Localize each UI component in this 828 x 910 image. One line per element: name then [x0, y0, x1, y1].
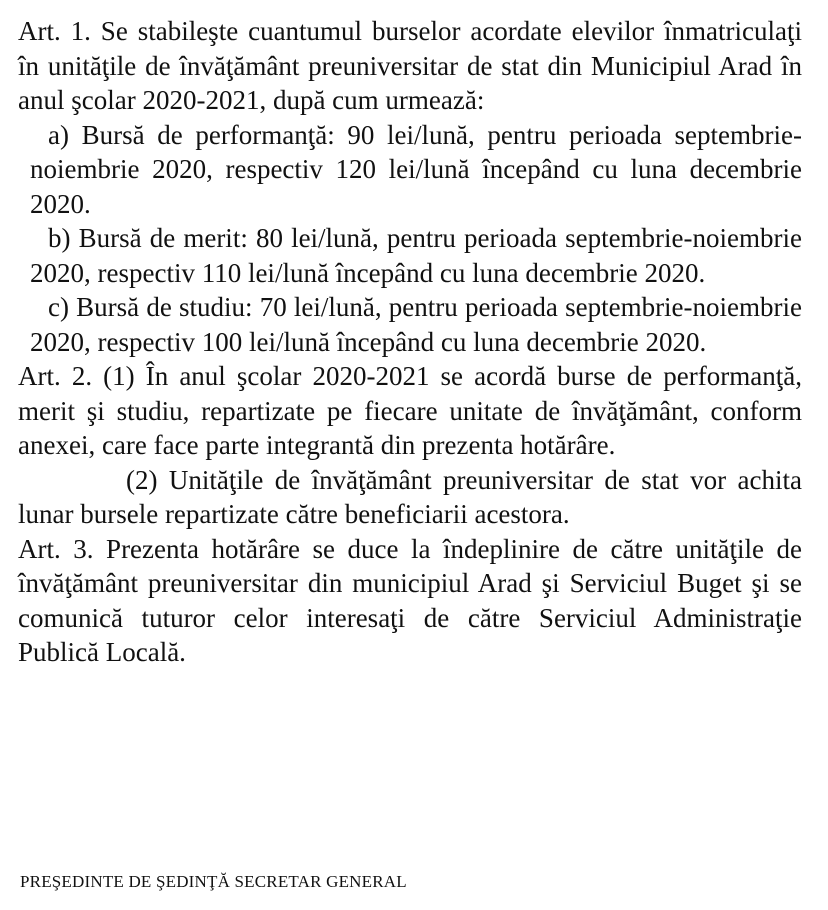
article-1-item-b: b) Bursă de merit: 80 lei/lună, pentru perioada septembrie-noiembrie 2020, respectiv 110 lei/lună începând cu luna decembrie 2020. — [30, 223, 802, 288]
article-1-item-a: a) Bursă de performanţă: 90 lei/lună, pentru perioada septembrie-noiembrie 2020, respectiv 120 lei/lună începând cu luna decembrie 2020. — [30, 119, 802, 219]
article-3: Art. 3. Prezenta hotărâre se duce la îndeplinire de către unităţile de învăţământ preuniversitar din municipiul Arad şi Serviciul Buget şi se comunică tuturor celor interesaţi de către Serviciul Administraţie Publică Locală. — [18, 533, 802, 667]
article-1-item-c: c) Bursă de studiu: 70 lei/lună, pentru perioada septembrie-noiembrie 2020, respectiv 100 lei/lună începând cu luna decembrie 2020. — [30, 292, 802, 357]
article-2-paragraph-1: Art. 2. (1) În anul şcolar 2020-2021 se acordă burse de performanţă, merit şi studiu, repartizate pe fiecare unitate de învăţământ, conform anexei, care face parte integrantă din prezenta hotărâre. — [18, 361, 802, 460]
signature-footer: PREŞEDINTE DE ŞEDINŢĂ SECRETAR GENERAL — [20, 872, 407, 891]
article-1-intro: Art. 1. Se stabileşte cuantumul burselor acordate elevilor înmatriculaţi în unităţile de învăţământ preuniversitar de stat din Municipiul Arad în anul şcolar 2020-2021, după cum urmează: — [18, 16, 802, 115]
article-2-paragraph-2: (2) Unităţile de învăţământ preuniversitar de stat vor achita lunar bursele repartizate către beneficiarii acestora. — [18, 464, 802, 529]
